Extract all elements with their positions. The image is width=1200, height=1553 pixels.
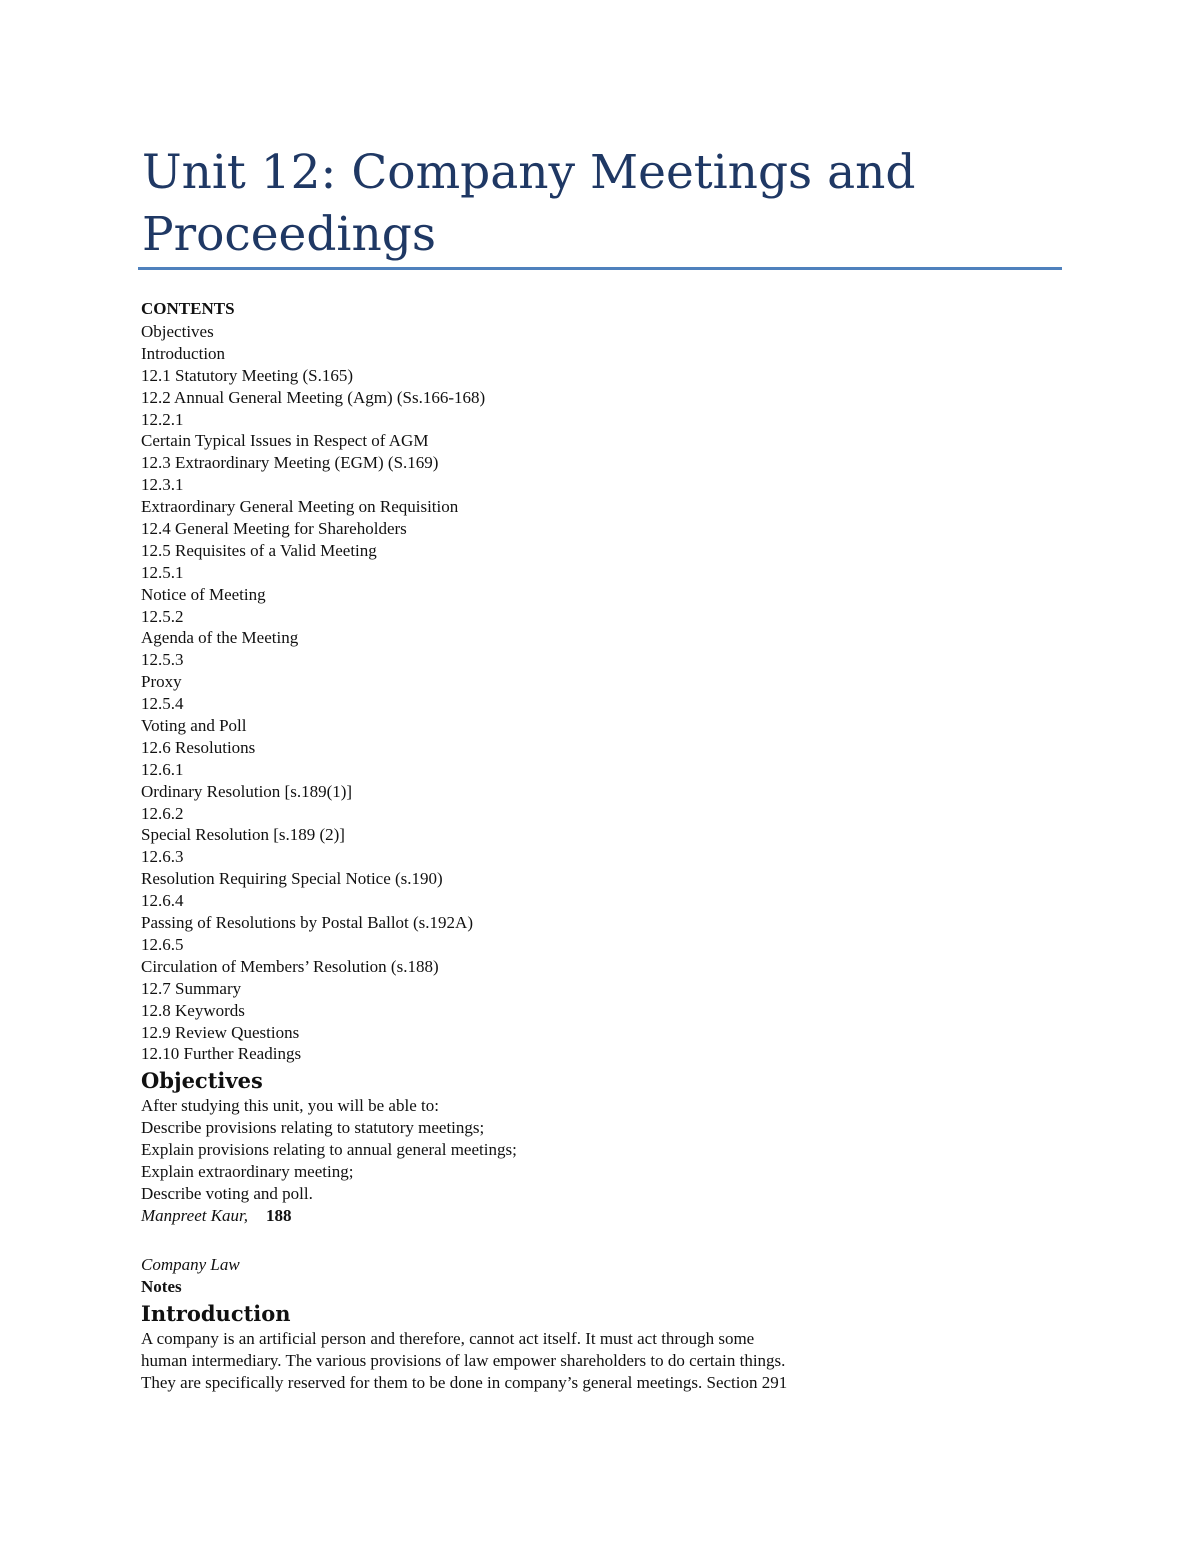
contents-item: Extraordinary General Meeting on Requisition xyxy=(141,497,459,517)
contents-item: Certain Typical Issues in Respect of AGM xyxy=(141,431,429,451)
introduction-line: They are specifically reserved for them to be done in company’s general meetings. Section 291 xyxy=(141,1372,788,1392)
contents-item: 12.2.1 xyxy=(141,409,184,429)
contents-item: 12.8 Keywords xyxy=(141,1000,245,1020)
contents-item: 12.5.1 xyxy=(141,562,184,582)
running-header-book: Company Law xyxy=(141,1254,240,1274)
contents-list xyxy=(141,321,841,1065)
page-title: Unit 12: Company Meetings and Proceedings xyxy=(142,145,916,262)
contents-item: 12.4 General Meeting for Shareholders xyxy=(141,519,407,539)
contents-item: 12.1 Statutory Meeting (S.165) xyxy=(141,365,354,385)
contents-item: 12.2 Annual General Meeting (Agm) (Ss.166-168) xyxy=(141,387,486,407)
objectives-heading: Objectives xyxy=(141,1068,263,1094)
contents-heading: CONTENTS xyxy=(141,299,235,318)
introduction-heading: Introduction xyxy=(141,1300,291,1326)
contents-item: 12.5.2 xyxy=(141,606,184,626)
contents-item: Agenda of the Meeting xyxy=(141,628,299,648)
contents-item: 12.3 Extraordinary Meeting (EGM) (S.169) xyxy=(141,453,439,473)
contents-item: Passing of Resolutions by Postal Ballot (s.192A) xyxy=(141,913,473,933)
contents-item: 12.7 Summary xyxy=(141,978,242,998)
contents-item: Special Resolution [s.189 (2)] xyxy=(141,825,345,845)
contents-item: 12.9 Review Questions xyxy=(141,1022,300,1042)
contents-item: Circulation of Members’ Resolution (s.188) xyxy=(141,956,439,976)
document-body xyxy=(141,298,841,1393)
notes-label: Notes xyxy=(141,1276,182,1296)
objectives-line: Explain provisions relating to annual general meetings; xyxy=(141,1140,517,1160)
contents-item: 12.6.3 xyxy=(141,847,184,867)
contents-item: 12.6.5 xyxy=(141,934,184,954)
objectives-line: Explain extraordinary meeting; xyxy=(141,1161,354,1181)
introduction-line: A company is an artificial person and therefore, cannot act itself. It must act through some xyxy=(141,1328,755,1348)
contents-item: Objectives xyxy=(141,322,214,341)
contents-item: 12.6 Resolutions xyxy=(141,737,256,757)
contents-item: 12.5 Requisites of a Valid Meeting xyxy=(141,540,377,560)
objectives-line: Describe provisions relating to statutory meetings; xyxy=(141,1118,485,1138)
contents-item: 12.5.4 xyxy=(141,694,184,714)
objectives-line: After studying this unit, you will be able to: xyxy=(141,1096,439,1116)
contents-item: 12.5.3 xyxy=(141,650,184,670)
introduction-paragraph xyxy=(141,1328,881,1394)
contents-item: Voting and Poll xyxy=(141,716,247,736)
contents-item: 12.6.1 xyxy=(141,759,184,779)
author-name: Manpreet Kaur, xyxy=(141,1205,249,1225)
objectives-list xyxy=(141,1095,841,1204)
page-number: 188 xyxy=(266,1205,292,1225)
contents-item: 12.3.1 xyxy=(141,475,184,495)
contents-item: Resolution Requiring Special Notice (s.190) xyxy=(141,869,443,889)
title-underline-rule xyxy=(138,267,1062,270)
contents-item: Introduction xyxy=(141,343,226,363)
contents-item: Proxy xyxy=(141,672,182,692)
objectives-line: Describe voting and poll. xyxy=(141,1183,313,1203)
page-footer xyxy=(141,1205,841,1227)
contents-item: 12.6.2 xyxy=(141,803,184,823)
contents-item: 12.10 Further Readings xyxy=(141,1044,302,1064)
introduction-line: human intermediary. The various provisions of law empower shareholders to do certain things. xyxy=(141,1350,786,1370)
page-break-space xyxy=(141,1227,841,1254)
contents-item: Notice of Meeting xyxy=(141,584,266,604)
contents-item: Ordinary Resolution [s.189(1)] xyxy=(141,781,353,801)
contents-item: 12.6.4 xyxy=(141,891,184,911)
